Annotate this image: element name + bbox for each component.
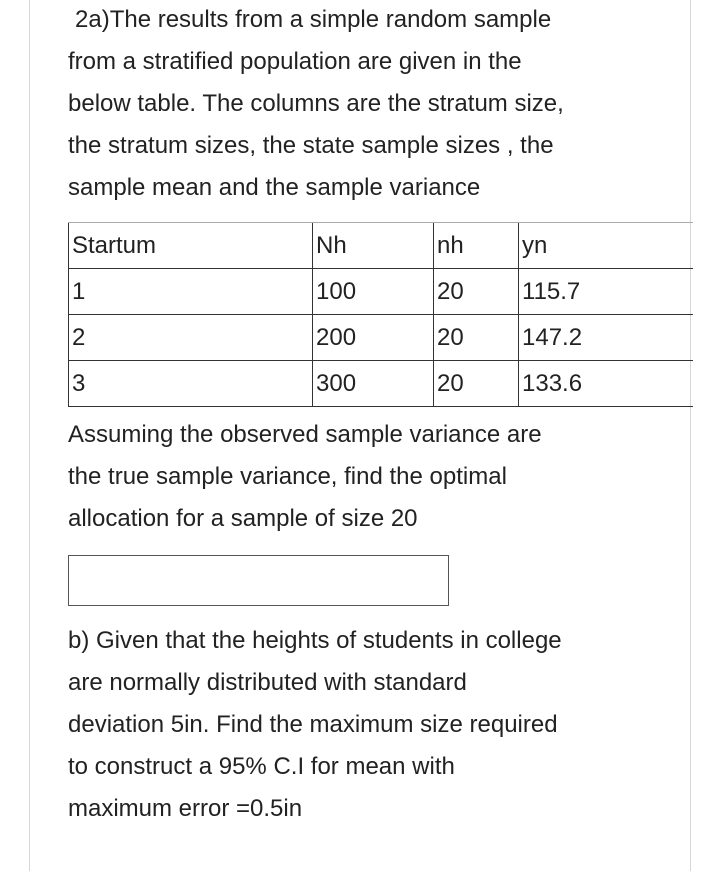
table-cell: 20 xyxy=(434,361,519,407)
strata-table xyxy=(68,222,693,407)
question-b xyxy=(68,620,668,830)
header-Nh: Nh xyxy=(313,223,434,269)
table-cell: 1 xyxy=(69,269,313,315)
followup-line: the true sample variance, find the optimal xyxy=(68,463,507,490)
header-yn: yn xyxy=(519,223,693,269)
table-header-row xyxy=(69,223,693,269)
table-row xyxy=(69,361,693,407)
intro-line: 2a)The results from a simple random sample xyxy=(75,6,552,33)
followup-line: allocation for a sample of size 20 xyxy=(68,505,418,532)
table-cell: 115.7 xyxy=(519,269,693,315)
question-b-line: to construct a 95% C.I for mean with xyxy=(68,753,455,780)
table-cell: 133.6 xyxy=(519,361,693,407)
table-cell: 200 xyxy=(313,315,434,361)
question-b-line: maximum error =0.5in xyxy=(68,795,303,822)
intro-line: below table. The columns are the stratum size, xyxy=(68,90,564,117)
question-b-line: are normally distributed with standard xyxy=(68,669,467,696)
table-cell: 3 xyxy=(69,361,313,407)
question-a-intro xyxy=(68,0,668,209)
table-row xyxy=(69,269,693,315)
table-cell: 20 xyxy=(434,269,519,315)
question-b-line: b) Given that the heights of students in college xyxy=(68,627,562,654)
question-b-line: deviation 5in. Find the maximum size required xyxy=(68,711,558,738)
table-cell: 100 xyxy=(313,269,434,315)
intro-line: from a stratified population are given in the xyxy=(68,48,522,75)
followup-line: Assuming the observed sample variance are xyxy=(68,421,542,448)
table-row xyxy=(69,315,693,361)
intro-line: sample mean and the sample variance xyxy=(68,174,481,201)
header-stratum: Startum xyxy=(69,223,313,269)
answer-input-box[interactable] xyxy=(68,555,449,606)
table-cell: 300 xyxy=(313,361,434,407)
header-nh: nh xyxy=(434,223,519,269)
table-cell: 2 xyxy=(69,315,313,361)
question-a-followup xyxy=(68,414,668,540)
table-cell: 147.2 xyxy=(519,315,693,361)
intro-line: the stratum sizes, the state sample sizes , the xyxy=(68,132,554,159)
table-cell: 20 xyxy=(434,315,519,361)
